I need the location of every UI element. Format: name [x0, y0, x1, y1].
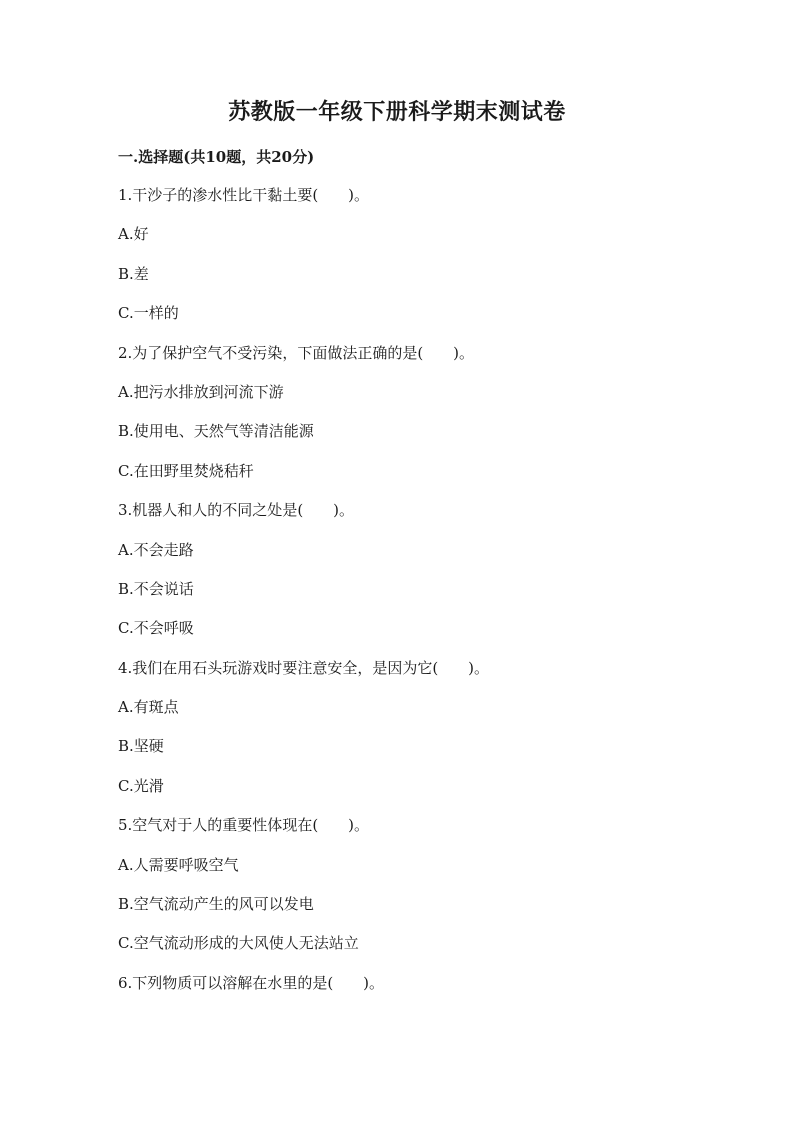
- question-option: A.好: [118, 225, 149, 244]
- question-stem: 1.干沙子的渗水性比干黏土要( )。: [118, 186, 370, 204]
- section-heading: 一.选择题(共10题，共20分): [118, 148, 315, 166]
- question-option: A.不会走路: [118, 540, 194, 559]
- document-title: 苏教版一年级下册科学期末测试卷: [228, 99, 566, 125]
- question-option: B.不会说话: [118, 579, 194, 598]
- question-stem: 2.为了保护空气不受污染，下面做法正确的是( )。: [118, 343, 475, 362]
- question-stem: 3.机器人和人的不同之处是( )。: [118, 501, 355, 520]
- question-option: B.差: [118, 264, 149, 283]
- question-option: C.一样的: [118, 304, 179, 323]
- question-option: B.坚硬: [118, 737, 164, 756]
- question-stem: 4.我们在用石头玩游戏时要注意安全，是因为它( )。: [118, 658, 490, 677]
- question-option: C.光滑: [118, 776, 164, 795]
- question-option: C.不会呼吸: [118, 619, 194, 638]
- question-option: A.人需要呼吸空气: [118, 855, 239, 874]
- question-stem: 5.空气对于人的重要性体现在( )。: [118, 816, 370, 835]
- question-option: B.使用电、天然气等清洁能源: [118, 422, 314, 441]
- question-list: [118, 184, 718, 1011]
- question-stem: 6.下列物质可以溶解在水里的是( )。: [118, 973, 385, 992]
- question-option: C.在田野里焚烧秸秆: [118, 461, 254, 480]
- question-option: B.空气流动产生的风可以发电: [118, 895, 314, 914]
- question-option: A.把污水排放到河流下游: [118, 382, 284, 401]
- question-option: C.空气流动形成的大风使人无法站立: [118, 934, 359, 953]
- question-option: A.有斑点: [118, 698, 179, 717]
